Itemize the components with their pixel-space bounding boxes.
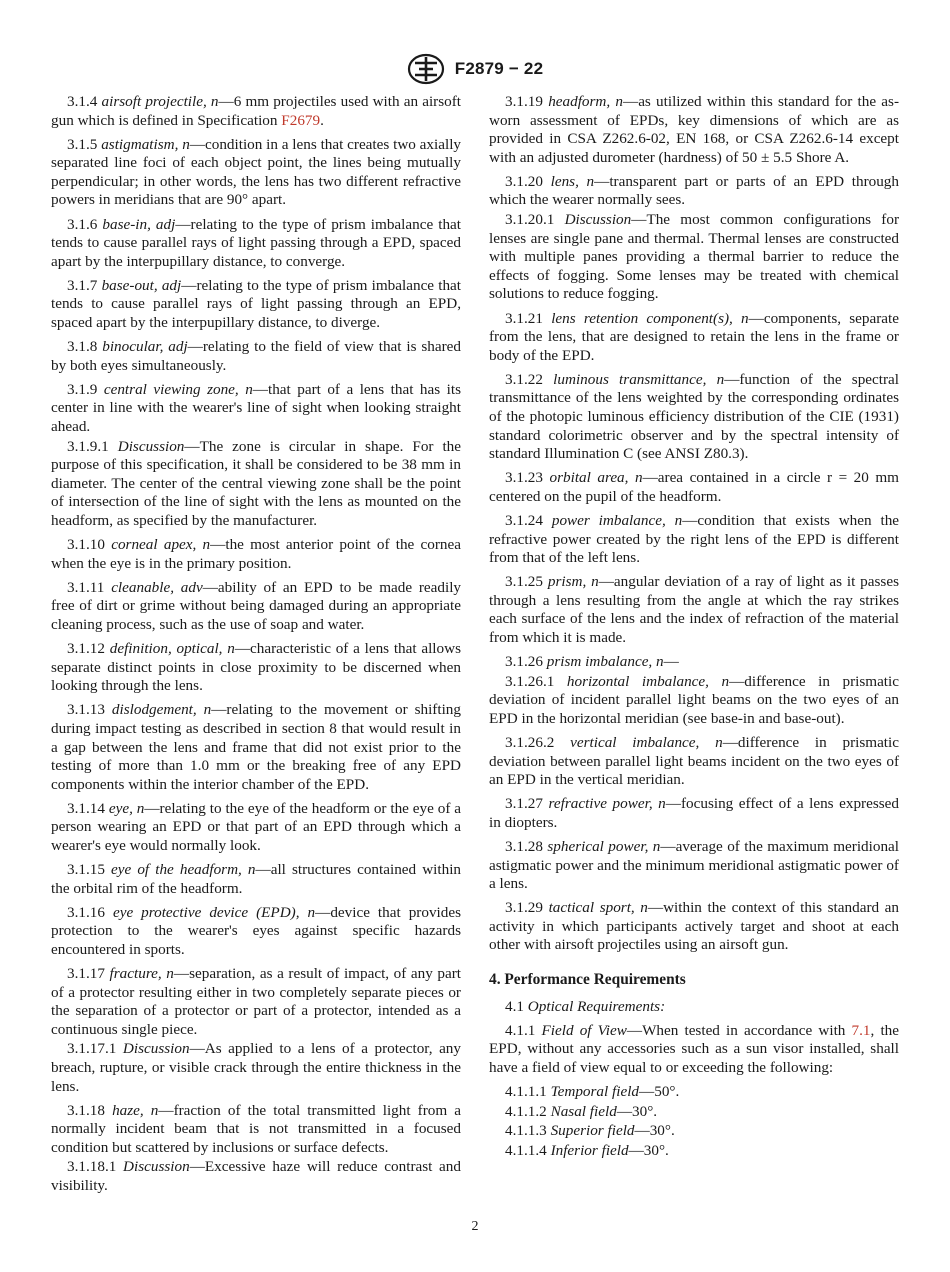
definition-paragraph [489, 1122, 899, 1141]
definition-paragraph [51, 579, 461, 635]
definition-paragraph [489, 653, 899, 672]
definition-text: —30°. [634, 1122, 675, 1140]
definition-text: —fraction of the total transmitted light from a normally incident beam that is not transmitted in a focused condition but scattered by inclusions or surface defects. [51, 1101, 461, 1156]
clause-number: 3.1.9.1 [67, 437, 109, 455]
term: tactical sport, n [548, 899, 648, 917]
definition-paragraph [489, 1103, 899, 1122]
term: lens retention component(s), n [551, 309, 749, 327]
clause-number: 3.1.16 [67, 903, 105, 921]
term: Discussion [123, 1158, 190, 1176]
definition-paragraph [489, 173, 899, 210]
term: power imbalance, n [551, 511, 683, 529]
clause-number: 3.1.28 [505, 837, 543, 855]
definition-text: —30°. [628, 1141, 669, 1159]
term: orbital area, n [549, 469, 643, 487]
clause-number: 4.1.1.3 [505, 1122, 547, 1140]
clause-number: 3.1.20 [505, 172, 543, 190]
clause-number: 4.1 [505, 997, 524, 1015]
clause-number: 4.1.1 [505, 1021, 536, 1039]
definition-text: —Excessive haze will reduce contrast and visibility. [51, 1158, 461, 1195]
clause-number: 3.1.19 [505, 93, 543, 110]
definition-paragraph [51, 965, 461, 1039]
term: horizontal imbalance, n [566, 672, 730, 690]
clause-number: 3.1.6 [67, 215, 98, 233]
clause-number: 3.1.25 [505, 573, 543, 591]
definition-paragraph [489, 573, 899, 647]
clause-number: 3.1.17 [67, 965, 105, 983]
definition-text: , the EPD, without any accessories such as a sun visor installed, shall have a field of view equal to or exceeding the following: [489, 1021, 899, 1076]
term: central viewing zone, n [103, 380, 253, 398]
term: lens, n [550, 172, 595, 190]
definition-paragraph [489, 1022, 899, 1078]
clause-number: 3.1.11 [67, 578, 105, 596]
clause-number: 3.1.29 [505, 899, 543, 917]
definition-paragraph [51, 701, 461, 794]
term: headform, n [548, 93, 623, 110]
clause-number: 4.1.1.2 [505, 1102, 547, 1120]
definition-text: —that part of a lens that has its center in line with the wearer's line of sight when looking straight ahead. [51, 380, 461, 435]
clause-number: 3.1.5 [67, 135, 98, 153]
term: vertical imbalance, n [570, 734, 723, 751]
document-code: F2879 − 22 [454, 59, 544, 78]
definition-text: —6 mm projectiles used with an airsoft gun which is defined in Specification [51, 93, 462, 129]
term: eye protective device (EPD), n [112, 903, 316, 921]
definition-text: —angular deviation of a ray of light as it passes through a lens resulting from the angle at which the ray strikes each surface of the lens and the index of refraction of the material from which it is made. [489, 573, 899, 647]
definition-paragraph [51, 438, 461, 531]
definition-paragraph [489, 371, 899, 464]
definition-text: —condition that exists when the refractive power created by the right lens of the EPD is different from that of the left lens. [489, 511, 900, 567]
definition-paragraph [51, 1158, 461, 1195]
definition-paragraph [489, 310, 899, 366]
clause-number: 3.1.26.2 [505, 734, 555, 751]
term: Discussion [117, 437, 185, 455]
term: prism imbalance, n [546, 653, 664, 671]
clause-number: 3.1.26.1 [505, 672, 555, 690]
term: Field of View [541, 1021, 627, 1039]
definition-text: —difference in prismatic deviation between parallel light beams incident on the two eyes of an EPD in the vertical meridian. [489, 734, 899, 789]
definition-paragraph [51, 136, 461, 210]
term: Inferior field [550, 1141, 629, 1159]
definition-text: —relating to the eye of the headform or the eye of a person wearing an EPD or that part of an EPD through which a wearer's eye would normally look. [51, 799, 461, 854]
clause-number: 3.1.9 [67, 380, 98, 398]
definition-paragraph [51, 861, 461, 898]
definition-paragraph [489, 469, 899, 506]
definition-paragraph [489, 673, 899, 729]
definition-text: —the most anterior point of the cornea when the eye is in the primary position. [51, 536, 462, 572]
clause-number: 3.1.15 [67, 861, 105, 879]
astm-logo-icon [407, 53, 445, 85]
definition-paragraph [489, 899, 899, 955]
clause-number: 3.1.14 [67, 799, 105, 817]
left-column [51, 93, 461, 1201]
clause-number: 3.1.27 [505, 795, 543, 813]
definition-text: —function of the spectral transmittance of the lens weighted by the corresponding ordinates of the photopic luminous efficiency distribution of the CIE (1931) standard colorimetric observer and by the spectral intensity of standard Illumination C (see ANSI Z80.3). [489, 370, 900, 463]
term: binocular, adj [102, 338, 188, 356]
clause-number: 3.1.4 [67, 93, 98, 110]
definition-text: —within the context of this standard an activity in which participants actively target and shoot at each other with airsoft projectiles using an airsoft gun. [489, 899, 900, 954]
clause-number: 3.1.13 [67, 701, 105, 719]
definition-text: — [663, 653, 679, 671]
term: cleanable, adv [111, 578, 203, 596]
definition-paragraph [51, 216, 461, 272]
clause-number: 3.1.10 [67, 536, 105, 554]
definition-text: —As applied to a lens of a protector, any breach, rupture, or visible crack through the entire thickness in the lens. [51, 1040, 461, 1095]
definition-text: —transparent part or parts of an EPD through which the wearer normally sees. [489, 172, 899, 209]
definition-paragraph [489, 795, 899, 832]
definition-text: —as utilized within this standard for the as-worn assessment of EPDs, key dimensions of which are as provided in CSA Z262.6-02, EN 168, or CSA Z262.6-14 except with an adjusted durometer (hardness) of 50 ± 5.5 Shore A. [489, 93, 900, 166]
definition-text: —area contained in a circle r = 20 mm centered on the pupil of the headform. [489, 469, 899, 505]
term: astigmatism, n [101, 135, 190, 153]
definition-paragraph [51, 1040, 461, 1096]
definition-text: —ability of an EPD to be made readily free of dirt or grime without being damaged during an appropriate cleaning process, such as the use of soap and water. [51, 578, 462, 633]
definition-paragraph [51, 904, 461, 960]
definition-text: —relating to the movement or shifting during impact testing as described in section 8 that would result in a gap between the lens and frame that did not exist prior to the testing of more than 1.0 mm or the breaking free of any EPD components within the interior chamber of the EPD. [51, 701, 461, 793]
definition-text: —separation, as a result of impact, of any part of a protector resulting either in two completely separate pieces or the separation of a protector or part of a protector, intended as a continuous single piece. [51, 965, 462, 1038]
clause-number: 4.1.1.1 [505, 1083, 547, 1100]
definition-paragraph [51, 277, 461, 333]
definition-paragraph [489, 1142, 899, 1161]
term: prism, n [547, 573, 599, 591]
clause-number: 3.1.7 [67, 276, 98, 294]
definition-text: —When tested in accordance with [626, 1021, 852, 1039]
clause-number: 3.1.17.1 [67, 1040, 117, 1058]
term: fracture, n [109, 965, 174, 983]
term: eye of the headform, n [111, 861, 256, 879]
term: Optical Requirements: [527, 997, 666, 1015]
clause-number: 3.1.18 [67, 1101, 105, 1119]
right-column [489, 93, 899, 1161]
definition-paragraph [489, 998, 899, 1017]
definition-text: —focusing effect of a lens expressed in diopters. [489, 795, 900, 831]
definition-paragraph [51, 381, 461, 437]
definition-paragraph [51, 338, 461, 375]
definition-paragraph [489, 211, 899, 304]
definition-paragraph [51, 93, 461, 130]
clause-number: 3.1.21 [505, 309, 543, 327]
reference-link[interactable]: F2679 [281, 111, 321, 129]
definition-text: —50°. [639, 1083, 680, 1100]
term: haze, n [112, 1101, 159, 1119]
term: base-out, adj [101, 276, 182, 294]
definition-text: —The most common configurations for lenses are single pane and thermal. Thermal lenses are constructed with multiple panes providing a thermal barrier to reduce the effects of fogging. Some lenses may be treated with chemical solutions to reduce fogging. [489, 211, 899, 303]
term: refractive power, n [548, 795, 666, 813]
definition-text: —components, separate from the lens, that are designed to retain the lens in the frame or body of the EPD. [489, 309, 900, 364]
term: Discussion [122, 1040, 190, 1058]
term: luminous transmittance, n [553, 370, 725, 388]
definition-text: . [320, 111, 324, 129]
term: Temporal field [550, 1083, 640, 1100]
page-number: 2 [471, 1219, 479, 1234]
term: dislodgement, n [111, 701, 212, 719]
clause-number: 3.1.8 [67, 338, 98, 356]
clause-number: 3.1.20.1 [505, 211, 555, 229]
definition-text: —average of the maximum meridional astigmatic power and the minimum meridional astigmatic power of a lens. [489, 837, 899, 893]
clause-number: 3.1.18.1 [67, 1158, 117, 1176]
clause-number: 3.1.22 [505, 370, 543, 388]
definition-paragraph [489, 1083, 899, 1102]
definition-paragraph [489, 512, 899, 568]
definition-paragraph [51, 1102, 461, 1158]
term: Nasal field [550, 1102, 617, 1120]
clause-number: 3.1.26 [505, 653, 543, 671]
definition-text: —30°. [616, 1102, 658, 1120]
term: airsoft projectile, n [101, 93, 219, 110]
definition-paragraph [489, 838, 899, 894]
definition-text: —difference in prismatic deviation of incident parallel light beams on the two eyes of an EPD in the horizontal meridian (see base-in and base-out). [489, 672, 899, 727]
term: corneal apex, n [111, 536, 211, 554]
definition-text: —device that provides protection to the wearer's eyes against specific hazards encountered in sports. [51, 903, 462, 958]
clause-number: 4.1.1.4 [505, 1141, 547, 1159]
clause-number: 3.1.23 [505, 469, 543, 487]
definition-text: —relating to the type of prism imbalance that tends to cause parallel rays of light passing through a EPD, spaced apart by the interpupillary distance, to converge. [51, 215, 462, 270]
definition-paragraph [489, 93, 899, 167]
section-heading: 4. Performance Requirements [489, 971, 686, 989]
definition-paragraph [51, 640, 461, 696]
term: definition, optical, n [109, 640, 235, 658]
definition-text: —relating to the field of view that is shared by both eyes simultaneously. [51, 338, 461, 374]
definition-paragraph [51, 800, 461, 856]
definition-text: —all structures contained within the orbital rim of the headform. [51, 861, 462, 897]
term: eye, n [108, 799, 145, 817]
definition-paragraph [51, 536, 461, 573]
term: base-in, adj [102, 215, 176, 233]
term: spherical power, n [547, 837, 661, 855]
definition-text: —characteristic of a lens that allows separate distinct points in close proximity to be discerned when looking through the lens. [51, 640, 462, 695]
page-header [0, 53, 950, 85]
definition-text: —relating to the type of prism imbalance that tends to cause parallel rays of light passing through an EPD, spaced apart by the interpupillary distance, to diverge. [51, 276, 462, 332]
clause-number: 3.1.24 [505, 511, 543, 529]
clause-number: 3.1.12 [67, 640, 105, 658]
definition-text: —The zone is circular in shape. For the purpose of this specification, it shall be considered to be 38 mm in diameter. The center of the central viewing zone shall be the point of intersection of the line of sight with the lens as mounted on the headform, as specified by the manufacturer. [51, 437, 461, 529]
definition-text: —condition in a lens that creates two axially separated line foci of each object point, the lines being mutually perpendicular; in other words, the lens has two different refractive powers in meridians that are 90° apart. [51, 135, 462, 209]
term: Superior field [550, 1122, 635, 1140]
definition-paragraph [489, 734, 899, 790]
term: Discussion [564, 211, 632, 229]
reference-link[interactable]: 7.1 [851, 1021, 871, 1039]
